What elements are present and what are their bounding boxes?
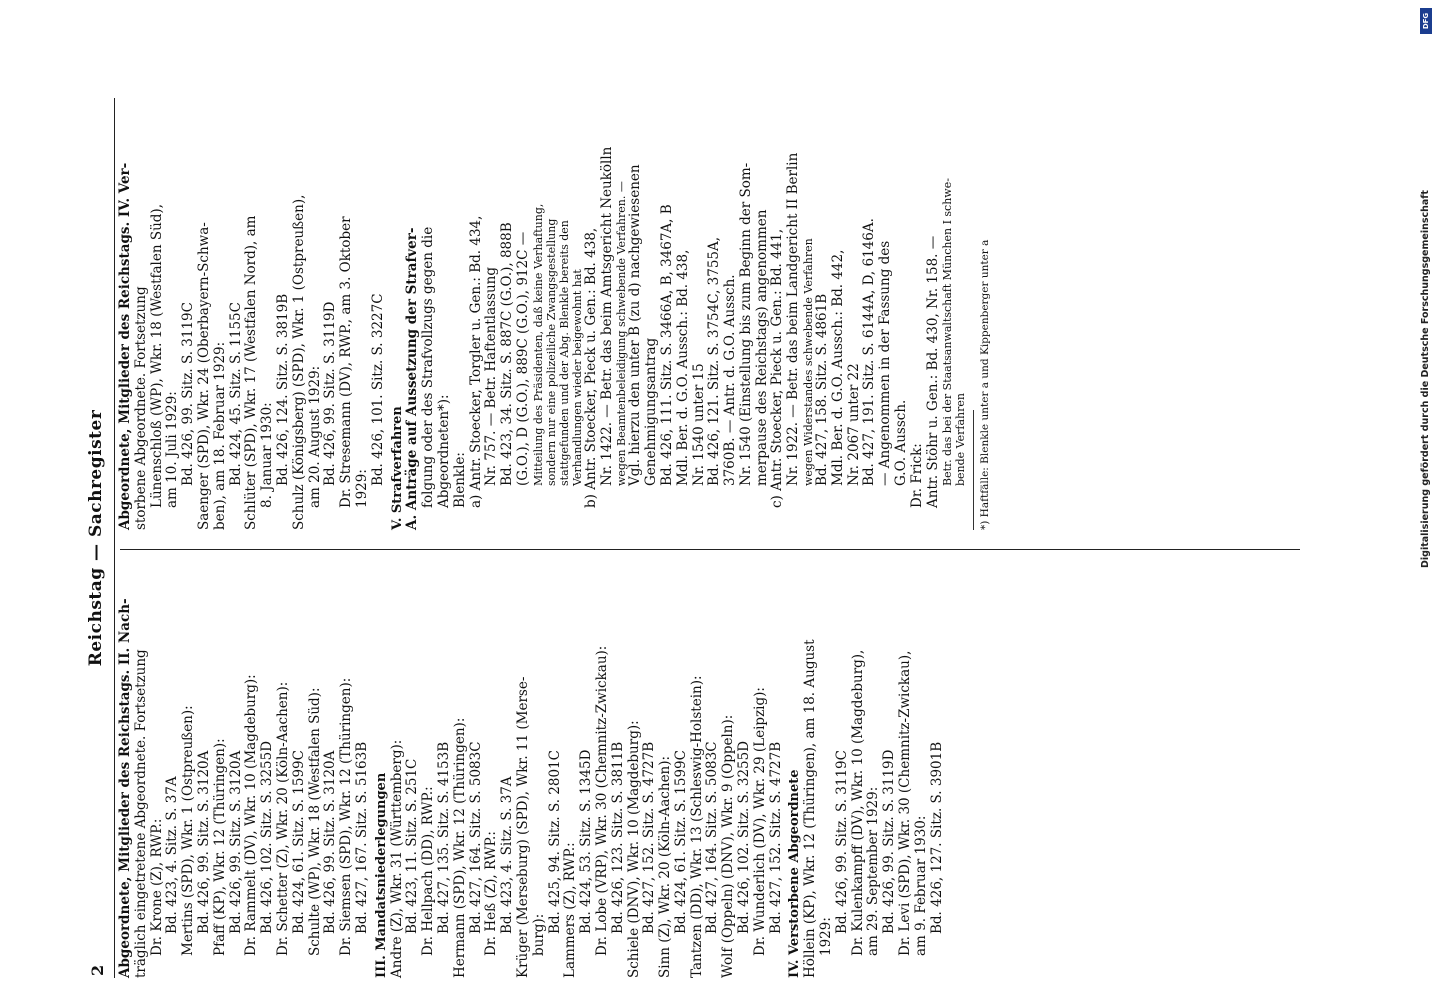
index-line: a) Antr. Stoecker, Torgler u. Gen.: Bd. 434, (467, 215, 484, 508)
index-line: Dr. Stresemann (DV), RWP., am 3. Oktober (338, 216, 355, 508)
index-line: Lünenschloß (WP), Wkr. 18 (Westfalen Süd), (148, 204, 165, 508)
index-line: Nr. 757. — Betr. Haftentlassung (483, 267, 500, 486)
index-line: Bd. 426, 99. Sitz. S. 3120A (195, 750, 212, 934)
page-header (80, 98, 110, 978)
index-line: stattgefunden und der Abg. Blenkle bereits den (557, 220, 571, 486)
index-line: Bd. 426, 124. Sitz. S. 3819B (274, 293, 291, 486)
index-line: Bd. 426, 102. Sitz. S. 3255D (259, 740, 276, 934)
index-line: Dr. Lobe (VRP), Wkr. 30 (Chemnitz-Zwickau): (593, 645, 610, 956)
index-line: Betr. das bei der Staatsanwaltschaft München I schwe- (941, 178, 955, 486)
index-line: Höllein (KP), Wkr. 12 (Thüringen), am 18. August (802, 639, 819, 978)
index-line: Bd. 426, 123. Sitz. S. 3811B (609, 741, 626, 934)
index-line: Schulz (Königsberg) (SPD), Wkr. 1 (Ostpreußen), (290, 194, 307, 530)
column-divider (120, 549, 1300, 550)
index-line: Bd. 423, 34. Sitz. S. 887C (G.O.), 888B (499, 222, 516, 486)
index-line: Dr. Heß (Z), RWP.: (483, 831, 500, 956)
index-line: Bd. 423, 4. Sitz. S. 37A (164, 776, 181, 934)
footnote-rule (973, 410, 974, 530)
index-line: Bd. 426, 99. Sitz. S. 3120A (322, 750, 339, 934)
index-line: Krüger (Merseburg) (SPD), Wkr. 11 (Merse- (514, 676, 531, 978)
index-line: Tantzen (DD), Wkr. 13 (Schleswig-Holstein): (688, 675, 705, 978)
index-line: Nr. 2067 unter 22 (845, 363, 862, 486)
index-line: Hermann (SPD), Wkr. 12 (Thüringen): (451, 717, 468, 978)
index-line: Bd. 427, 158. Sitz. S. 4861B (814, 293, 831, 486)
index-line: Schulte (WP), Wkr. 18 (Westfalen Süd): (306, 687, 323, 956)
index-line: träglich eingetretene Abgeordnete. Fortsetzung (132, 649, 149, 978)
index-line: Bd. 426, 99. Sitz. S. 3119C (180, 302, 197, 486)
right-column (118, 120, 994, 530)
index-line: Dr. Rammelt (DV), Wkr. 10 (Magdeburg): (243, 674, 260, 956)
index-line: Vgl. hierzu den unter B (zu d) nachgewiesenen (627, 164, 644, 486)
entry-heading: A. Anträge auf Aussetzung der Strafver- (404, 227, 421, 530)
index-line: Pfaff (KP), Wkr. 12 (Thüringen): (211, 738, 228, 956)
index-line: Dr. Kulenkampff (DV), Wkr. 10 (Magdeburg), (849, 649, 866, 956)
index-line: b) Antr. Stoecker, Pieck u. Gen.: Bd. 438, (582, 227, 599, 508)
section-heading: V. Strafverfahren (389, 406, 405, 530)
index-line: 3760B. — Antr. d. G.O. Aussch. (722, 274, 739, 486)
index-line: Dr. Siemsen (SPD), Wkr. 12 (Thüringen): (338, 677, 355, 956)
index-line: Bd. 426, 99. Sitz. S. 3120A (227, 750, 244, 934)
index-line: Dr. Wunderlich (DV), Wkr. 29 (Leipzig): (751, 687, 768, 956)
index-line: Bd. 427, 191. Sitz. S. 6144A, D, 6146A. (861, 218, 878, 486)
index-line: Schlüter (SPD), Wkr. 17 (Westfalen Nord), am (243, 215, 260, 530)
footnote: *) Haftfälle: Blenkle unter a und Kippenberger unter a (979, 239, 992, 530)
index-line: Bd. 424, 61. Sitz. S. 1599C (672, 750, 689, 934)
index-line: Bd. 423, 11. Sitz. S. 251C (404, 758, 421, 934)
index-line: Bd. 426, 121. Sitz. S. 3754C, 3755A, (706, 236, 723, 486)
index-line: Bd. 424, 61. Sitz. S. 1599C (290, 750, 307, 934)
index-line: — Angenommen in der Fassung des (877, 240, 894, 486)
index-line: Bd. 427, 152. Sitz. S. 4727B (767, 741, 784, 934)
index-line: G.O. Aussch. (893, 399, 910, 486)
index-line: Bd. 426, 99. Sitz. S. 3119C (833, 750, 850, 934)
index-line: wegen Beamtenbeleidigung schwebende Verfahren. — (615, 181, 629, 486)
index-line: bende Verfahren (954, 393, 968, 486)
index-line: Bd. 426, 102. Sitz. S. 3255D (736, 740, 753, 934)
index-line: Mdl. Ber. d. G.O. Aussch.: Bd. 438, (674, 249, 691, 486)
index-line: Bd. 427, 164. Sitz. S. 5083C (467, 741, 484, 934)
index-line: Bd. 424, 45. Sitz. S. 1155C (227, 302, 244, 486)
index-line: Nr. 1540 unter 15 (690, 363, 707, 486)
section-heading: III. Mandatsniederlegungen (373, 772, 389, 978)
index-line: am 20. August 1929: (306, 365, 323, 508)
index-line: Sinn (Z), Wkr. 20 (Köln-Aachen): (657, 755, 674, 978)
index-line: folgung oder des Strafvollzugs gegen die (420, 226, 437, 508)
index-line: 8. Januar 1930: (259, 402, 276, 508)
index-line: Bd. 423, 4. Sitz. S. 37A (499, 776, 516, 934)
index-line: Bd. 427, 135. Sitz. S. 4153B (435, 741, 452, 934)
index-line: am 29. September 1929: (865, 786, 882, 956)
index-line: Wolf (Oppeln) (DNV), Wkr. 9 (Oppeln): (720, 714, 737, 978)
digitization-credit (1418, 8, 1434, 568)
index-line: Dr. Krone (Z), RWP.: (148, 818, 165, 956)
index-line: (G.O.), D (G.O.), 889C (G.O.), 912C — (514, 231, 531, 486)
index-line: Bd. 425, 94. Sitz. S. 2801C (546, 750, 563, 934)
index-line: Bd. 426, 127. Sitz. S. 3901B (928, 741, 945, 934)
index-line: Bd. 427, 164. Sitz. S. 5083C (704, 741, 721, 934)
index-line: 1929: (353, 469, 370, 508)
index-line: Verhandlungen wieder beigewohnt hat (570, 269, 584, 486)
index-line: merpause des Reichstags) angenommen (753, 209, 770, 486)
index-line: 1929: (818, 917, 835, 956)
entry-heading: Abgeordnete, Mitglieder des Reichstags. IV. Ver- (117, 162, 133, 530)
index-line: sondern nur eine polizeiliche Zwangsgestellung (544, 218, 558, 486)
page-number: 2 (88, 964, 107, 976)
index-line: Bd. 426, 99. Sitz. S. 3119D (322, 301, 339, 486)
index-line: Lammers (Z), RWP.: (562, 842, 579, 978)
index-line: Bd. 426, 111. Sitz. S. 3466A, B, 3467A, B (658, 204, 675, 486)
index-line: Dr. Hellpach (DD), RWP.: (420, 786, 437, 956)
index-line: Bd. 427, 152. Sitz. S. 4727B (641, 741, 658, 934)
index-line: Andre (Z), Wkr. 31 (Württemberg): (388, 739, 405, 978)
index-line: Dr. Levi (SPD), Wkr. 30 (Chemnitz-Zwickau), (897, 650, 914, 956)
index-line: am 9. Februar 1930: (912, 815, 929, 956)
index-line: Nr. 1422. — Betr. das beim Amtsgericht Neukölln (598, 146, 615, 486)
credit-text: Digitalisierung gefördert durch die Deutsche Forschungsgemeinschaft (1420, 190, 1431, 568)
entry-heading: Abgeordnete, Mitglieder des Reichstags. II. Nach- (117, 598, 133, 978)
index-line: storbene Abgeordnete. Fortsetzung (132, 286, 149, 530)
dfg-logo (1420, 8, 1432, 34)
rotated-page-content (80, 98, 1320, 978)
index-line: Mdl. Ber. d. G.O. Aussch.: Bd. 442, (829, 249, 846, 486)
dfg-logo-text: DFG (1422, 12, 1430, 30)
index-line: Bd. 426, 101. Sitz. S. 3227C (369, 293, 386, 486)
index-line: Dr. Frick: (908, 443, 925, 508)
index-line: Blenkle: (451, 452, 468, 508)
index-line: am 10. Juli 1929: (164, 391, 181, 508)
index-line: Nr. 1922. — Betr. das beim Landgericht II Berlin (785, 152, 802, 486)
index-line: Bd. 427, 167. Sitz. S. 5163B (353, 741, 370, 934)
index-line: Antr. Stöhr u. Gen.: Bd. 430, Nr. 158. — (924, 235, 941, 508)
index-line: Mertins (SPD), Wkr. 1 (Ostpreußen): (180, 705, 197, 956)
index-line: Bd. 426, 99. Sitz. S. 3119D (881, 749, 898, 934)
header-rule (114, 98, 115, 978)
index-line: Saenger (SPD), Wkr. 24 (Oberbayern-Schwa- (195, 222, 212, 530)
index-line: wegen Widerstandes schwebende Verfahren (802, 238, 816, 486)
index-line: ben), am 18. Februar 1929: (211, 341, 228, 530)
section-heading: IV. Verstorbene Abgeordnete (787, 769, 803, 978)
index-line: Nr. 1540 (Einstellung bis zum Beginn der Som- (737, 162, 754, 486)
left-column (118, 568, 945, 978)
index-line: Dr. Schetter (Z), Wkr. 20 (Köln-Aachen): (274, 681, 291, 956)
index-line: Genehmigungsantrag (643, 337, 660, 486)
running-head: Reichstag — Sachregister (86, 409, 106, 667)
index-line: c) Antr. Stoecker, Pieck u. Gen.: Bd. 441, (769, 228, 786, 508)
index-line: Schiele (DNV), Wkr. 10 (Magdeburg): (625, 720, 642, 978)
index-line: burg): (530, 913, 547, 956)
index-line: Mitteilung des Präsidenten, daß keine Verhaftung, (531, 203, 545, 486)
index-line: Abgeordneten*): (435, 394, 452, 508)
index-line: Bd. 424, 53. Sitz. S. 1345D (578, 749, 595, 934)
